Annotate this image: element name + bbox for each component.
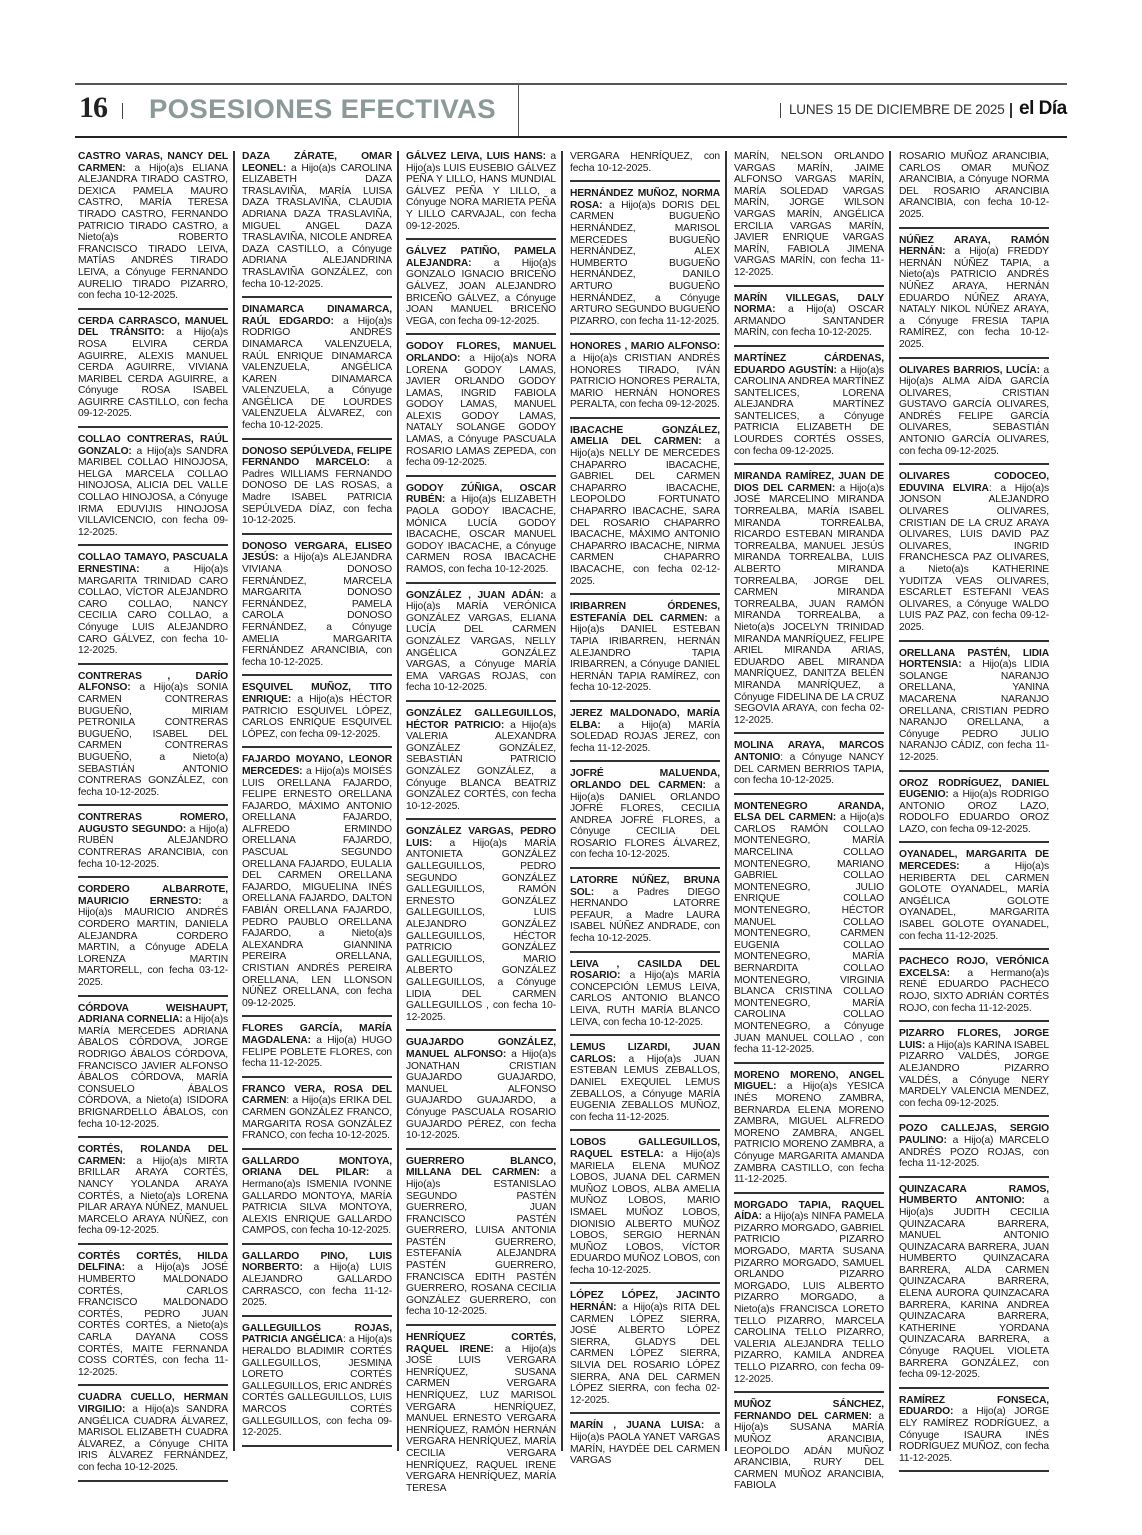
notice-entry — [78, 1251, 228, 1387]
heirs-text: a Hijo(a)s SUSANA MARÍA MUÑOZ ARANCIBIA, LEOPOLDO ADÁN MUÑOZ ARANCIBIA, RURY DEL CARMEN MUÑOZ ARANCIBIA, FABIOLA — [734, 1410, 884, 1492]
notice-entry — [78, 316, 228, 428]
heirs-text: a Hijo(a)s MARÍA VERÓNICA GONZÁLEZ VARGAS, ELIANA LUCÍA DEL CARMEN GONZÁLEZ VARGAS, NELLY ANGÉLICA GONZÁLEZ VARGAS, a Cónyuge MARÍA EMA VARGAS ROJAS, con fecha 10-12-2025. — [406, 589, 556, 694]
notice-entry — [242, 304, 392, 440]
notice-entry — [570, 1420, 720, 1472]
column-3 — [406, 151, 556, 1494]
deceased-name: DONOSO VERGARA, ELISEO JESÚS: — [242, 540, 392, 564]
heirs-text: a Hijo(a)s MIRTA BRILLAR ARAYA CORTÉS, NANCY YOLANDA ARAYA CORTÉS, a Nieto(a)s LORENA PILAR ARAYA NÚÑEZ, MANUEL MARCELO ARAYA NÚÑEZ, con fecha 09-12-2025. — [78, 1155, 228, 1237]
notice-entry — [734, 801, 884, 1064]
section-title: POSESIONES EFECTIVAS — [149, 94, 496, 124]
heirs-text: a Hijo(a)s MARÍA ANTONIETA GONZÁLEZ GALLEGUILLOS, PEDRO SEGUNDO GONZÁLEZ GALLEGUILLOS, RAMÓN ERNESTO GONZÁLEZ GALLEGUILLOS, LUIS ALEJANDRO GONZÁLEZ GALLEGUILLOS, HÉCTOR PATRICIO GONZÁLEZ GALLEGUILLOS, MARIO ALBERTO GONZÁLEZ GALLEGUILLOS, a Cónyuge LIDIA DEL CARMEN GALLEGUILLOS , con fecha 10-12-2025. — [406, 837, 556, 1023]
deceased-name: CORTÉS, ROLANDA DEL CARMEN: — [78, 1144, 228, 1167]
heirs-text: a Hijo(a)s JUAN ESTEBAN LEMUS ZEBALLOS, DANIEL EXEQUIEL LEMUS ZEBALLOS, a Cónyuge MARÍA EUGENIA ZEBALLOS MUÑOZ, con fecha 11-12-2025. — [570, 1053, 720, 1123]
deceased-name: HENRÍQUEZ CORTÉS, RAQUEL IRENE: — [406, 1332, 556, 1355]
heirs-text: a Hijo(a) HUGO FELIPE POBLETE FLORES, con fecha 11-12-2025. — [242, 1034, 392, 1070]
heirs-text: a Hermano(a)s RENÉ EDUARDO PACHECO ROJO, SIXTO ADRIÁN CORTÉS ROJO, con fecha 11-12-2025. — [899, 967, 1049, 1014]
notice-entry — [734, 1399, 884, 1498]
heirs-text: a Hijo(a)s ALMA AÍDA GARCÍA OLIVARES, CRISTIAN GUSTAVO GARCÍA OLIVARES, ANDRÉS FELIPE GARCÍA OLIVARES, SEBASTIÁN ANTONIO GARCÍA OLIVARES, con fecha 09-12-2025. — [899, 364, 1049, 457]
heirs-text: a Hijo(a) MARCELO ANDRÉS POZO ROJAS, con fecha 11-12-2025. — [899, 1134, 1049, 1170]
heirs-text: a Hijo(a)s GONZALO IGNACIO BRICEÑO GÁLVEZ, JOAN ALEJANDRO BRICEÑO GÁLVEZ, a Cónyuge JOAN MANUEL BRICEÑO VEGA, con fecha 09-12-2025. — [406, 257, 556, 327]
notice-entry — [242, 541, 392, 677]
heirs-text: a Hijo(a)s VALERIA ALEXANDRA GONZÁLEZ GONZÁLEZ, SEBASTIÁN PATRICIO GONZÁLEZ GONZÁLEZ, a Cónyuge BLANCA BEATRIZ GONZÁLEZ CORTÉS, con fecha 10-12-2025. — [406, 719, 556, 812]
notice-entry — [570, 1290, 720, 1414]
heirs-text: a Hijo(a)s ROSA ELVIRA CERDA AGUIRRE, ALEXIS MANUEL CERDA AGUIRRE, VIVIANA MARIBEL CERDA AGUIRRE, a Cónyuge ROSA ISABEL AGUIRRE CASTILLO, con fecha 09-12-2025. — [78, 327, 228, 420]
heirs-text: ROSARIO MUÑOZ ARANCIBIA, CARLOS OMAR MUÑOZ ARANCIBIA, a Cónyuge NORMA DEL ROSARIO ARANCIBIA ARANCIBIA, con fecha 10-12-2025. — [899, 151, 1049, 220]
heirs-text: a Hermano(a)s ISMENIA IVONNE GALLARDO MONTOYA, MARÍA PATRICIA SILVA MONTOYA, ALEXIS ENRIQUE GALLARDO CAMPOS, con fecha 10-12-2025. — [242, 1167, 392, 1237]
heirs-text: : a Hijo(a)s JONSON ALEJANDRO OLIVARES OLIVARES, CRISTIAN DE LA CRUZ ARAYA OLIVARES, LUIS DAVID PAZ OLIVARES, INGRID FRANCHESCA PAZ OLIVARES, a Nieto(a)s KATHERINE YUDITZA VEAS OLIVARES, ESCARLET ESTEFANI VEAS OLIVARES, a Cónyuge WALDO LUIS PAZ PAZ, con fecha 09-12-2025. — [899, 482, 1050, 633]
heirs-text: a Hijo(a)s MOISÉS LUIS ORELLANA FAJARDO, FELIPE ERNESTO ORELLANA FAJARDO, MÁXIMO ANTONIO ORELLANA FAJARDO, ALFREDO ERMINDO ORELLANA FAJARDO, PASCUAL SEGUNDO ORELLANA FAJARDO, EULALIA DEL CARMEN ORELLANA FAJARDO, MIGUELINA INÉS ORELLANA FAJARDO, DALTON FABIÁN ORELLANA FAJARDO, PEDRO PAUBLO ORELLANA FAJARDO, a Nieto(a)s ALEXANDRA GIANNINA PEREIRA ORELLANA, CRISTIAN ANDRÉS PEREIRA ORELLANA, LEN LLONSON NÚÑEZ ORELLANA, con fecha 09-12-2025. — [242, 765, 392, 1009]
deceased-name: CONTRERAS ROMERO, AUGUSTO SEGUNDO: — [78, 812, 228, 835]
deceased-name: JEREZ MALDONADO, MARÍA ELBA: — [570, 707, 720, 731]
heirs-text: a Hijo(a)s HERIBERTA DEL CARMEN GOLOTE OYANADEL, MARÍA ANGÉLICA GOLOTE OYANADEL, MARGARITA ISABEL GOLOTE OYANADEL, con fecha 11-12-2025. — [899, 861, 1049, 942]
heirs-text: a Hijo(a) MARÍA SOLEDAD ROJAS JEREZ, con fecha 11-12-2025. — [570, 719, 720, 754]
notice-entry — [242, 1023, 392, 1077]
notice-entry — [406, 1332, 556, 1500]
notice-entry — [78, 812, 228, 878]
deceased-name: GÁLVEZ LEIVA, LUIS HANS: — [406, 151, 546, 162]
deceased-name: IBACACHE GONZÁLEZ, AMELIA DEL CARMEN: — [570, 424, 720, 448]
deceased-name: QUINZACARA RAMOS, HUMBERTO ANTONIO: — [899, 1183, 1049, 1207]
notice-entry — [899, 1395, 1049, 1473]
notice-entry — [899, 1028, 1049, 1117]
heirs-text: a Hijo(a)s YESICA INÉS MORENO ZAMBRA, BERNARDA ELENA MORENO ZAMBRA, MIGUEL ALFREDO MORENO ZAMBRA, ANGEL PATRICIO MORENO ZAMBRA, a Cónyuge MARGARITA AMANDA ZAMBRA CASTILLO, con fecha 11-12-2025. — [734, 1081, 884, 1186]
heirs-text: a Hijo(a)s KARINA ISABEL PIZARRO VALDÉS, JORGE ALEJANDRO PIZARRO VALDÉS, a Cónyuge NERY MARDELY VALENCIA MENDEZ, con fecha 09-12-2025. — [899, 1039, 1049, 1109]
deceased-name: JOFRÉ MALUENDA, ORLANDO DEL CARMEN: — [570, 768, 720, 791]
heirs-text: a Hijo(a) JORGE ELY RAMÍREZ RODRÍGUEZ, a Cónyuge ISAURA INÉS RODRÍGUEZ MUÑOZ, con fecha 11-12-2025. — [899, 1406, 1049, 1464]
heirs-text: MARÍN, NELSON ORLANDO VARGAS MARÍN, JAIME ALFONSO VARGAS MARÍN, MARÍA SOLEDAD VARGAS MARÍN, JORGE WILSON VARGAS MARÍN, ANGÉLICA ERCILIA VARGAS MARÍN, JAVIER ENRIQUE VARGAS MARÍN, FABIOLA JIMENA VARGAS MARÍN, con fecha 11-12-2025. — [734, 151, 884, 278]
issue-date: LUNES 15 DE DICIEMBRE DE 2025 — [789, 102, 1005, 117]
deceased-name: DAZA ZÁRATE, OMAR LEONEL: — [242, 151, 392, 174]
deceased-name: MORGADO TAPIA, RAQUEL AÍDA: — [734, 1199, 884, 1223]
notice-entry — [78, 671, 228, 807]
heirs-text: a Hijo(a)s CAROLINA ANDREA MARTÍNEZ SANTELICES, LORENA ALEJANDRA MARTÍNEZ SANTELICES, a Cónyuge PATRICIA ELIZABETH DE LOURDES CORTÉS OSSES, con fecha 09-12-2025. — [734, 364, 884, 457]
heirs-text: a Hijo(a)s JUDITH CECILIA QUINZACARA BARRERA, MANUEL ANTONIO QUINZACARA BARRERA, JUAN HUMBERTO QUINZACARA BARRERA, ALDA CARMEN QUINZACARA BARRERA, ELENA AURORA QUINZACARA BARRERA, KARINA ANDREA QUINZACARA BARRERA, KATHERINE YORDANA QUINZACARA BARRERA, a Cónyuge RAQUEL VIOLETA BARRERA GONZÁLEZ, con fecha 09-12-2025. — [899, 1195, 1049, 1381]
column-1 — [78, 151, 228, 1473]
notice-entry — [242, 446, 392, 535]
deceased-name: GUERRERO BLANCO, MILLANA DEL CARMEN: — [406, 1155, 556, 1179]
deceased-name: RAMÍREZ FONSECA, EDUARDO: — [899, 1394, 1049, 1418]
deceased-name: MUÑOZ SÁNCHEZ, FERNANDO DEL CARMEN: — [734, 1399, 884, 1422]
deceased-name: GÁLVEZ PATIÑO, PAMELA ALEJANDRA: — [406, 246, 556, 269]
notice-entry — [78, 884, 228, 996]
deceased-name: GALLARDO MONTOYA, ORIANA DEL PILAR: — [242, 1155, 392, 1179]
deceased-name: LÓPEZ LÓPEZ, JACINTO HERNÁN: — [570, 1290, 720, 1314]
column-rule — [233, 151, 235, 1451]
notice-entry — [406, 1156, 556, 1326]
notice-entry — [78, 1003, 228, 1139]
notice-entry — [899, 849, 1049, 950]
notice-entry — [899, 471, 1049, 641]
header-divider — [780, 103, 781, 118]
heirs-text: a Hijo(a)s LUIS EUSEBIO GÁLVEZ PEÑA Y LILLO, HANS MUNDIAL GÁLVEZ PEÑA Y LILLO, a Cónyuge NORA MARIETA PEÑA Y LILLO CARVAJAL, con fecha 09-12-2025. — [406, 151, 556, 232]
notice-entry — [406, 151, 556, 240]
notice-entry — [406, 483, 556, 584]
deceased-name: GUAJARDO GONZÁLEZ, MANUEL ALFONSO: — [406, 1037, 556, 1060]
notice-entry — [570, 768, 720, 869]
deceased-name: COLLAO CONTRERAS, RAÚL GONZALO: — [78, 434, 228, 457]
notice-entry — [734, 740, 884, 794]
deceased-name: MONTENEGRO ARANDA, ELSA DEL CARMEN: — [734, 800, 884, 824]
deceased-name: LOBOS GALLEGUILLOS, RAQUEL ESTELA: — [570, 1137, 720, 1160]
notice-entry — [406, 246, 556, 335]
deceased-name: LATORRE NÚÑEZ, BRUNA SOL: — [570, 875, 720, 898]
heirs-text: a Hijo(a)s DANIEL ESTEBAN TAPIA IRIBARREN, HERNÁN ALEJANDRO TAPIA IRIBARREN, a Cónyuge DANIEL HERNÁN TAPIA RAMÍREZ, con fecha 10-12-2025. — [570, 612, 720, 694]
notice-entry — [899, 648, 1049, 772]
deceased-name: LEMUS LIZARDI, JUAN CARLOS: — [570, 1042, 720, 1065]
notice-entry — [734, 1200, 884, 1394]
heirs-text: a Hijo(a) OSCAR ARMANDO SANTANDER MARÍN, con fecha 10-12-2025. — [734, 304, 884, 339]
heirs-text: a Hijo(a)s CRISTIAN ANDRÉS HONORES TIRADO, IVÁN PATRICIO HONORES PERALTA, MARIO HERNÁN HONORES PERALTA, con fecha 09-12-2025. — [570, 352, 720, 411]
notice-entry — [78, 1144, 228, 1245]
deceased-name: PIZARRO FLORES, JORGE LUIS: — [899, 1028, 1049, 1051]
heirs-text: a Hijo(a)s JOSÉ HUMBERTO MALDONADO CORTÉS, CARLOS FRANCISCO MALDONADO CORTÉS, PEDRO JUAN CORTÉS CORTÉS, a Nieto(a)s CARLA DAYANA COSS CORTÉS, MAITE FERNANDA COSS CORTÉS, con fecha 11-12-2025. — [78, 1262, 228, 1378]
deceased-name: GALLEGUILLOS ROJAS, PATRICIA ANGÉLICA — [242, 1322, 392, 1346]
deceased-name: FRANCO VERA, ROSA DEL CARMEN — [242, 1083, 392, 1107]
heirs-text: a Hijo(a)s RODRIGO ANDRÉS DINAMARCA VALENZUELA, RAÚL ENRIQUE DINAMARCA VALENZUELA, ANGÉLICA KAREN DINAMARCA VALENZUELA, a Cónyuge ANGÉLICA DE LOURDES VALENZUELA ÁLVAREZ, con fecha 10-12-2025. — [242, 315, 392, 432]
deceased-name: CORDERO ALBARROTE, MAURICIO ERNESTO: — [78, 884, 228, 907]
header-divider — [1010, 103, 1012, 118]
notice-entry — [406, 341, 556, 477]
heirs-text: a Hijo(a)s ALEJANDRA VIVIANA DONOSO FERNÁNDEZ, MARCELA MARGARITA DONOSO FERNÁNDEZ, PAMELA CAROLA DONOSO FERNÁNDEZ, a Cónyuge AMELIA MARGARITA FERNÁNDEZ ARANCIBIA, con fecha 10-12-2025. — [242, 552, 392, 668]
deceased-name: CONTRERAS , DARÍO ALFONSO: — [78, 670, 228, 694]
heirs-text: a Hijo(a)s MARIELA ELENA MUÑOZ LOBOS, JUANA DEL CARMEN MUÑOZ LOBOS, ALBA AMELIA MUÑOZ LOBOS, MARIO ISMAEL MUÑOZ LOBOS, DIONISIO ALBERTO MUÑOZ LOBOS, SERGIO HERNÁN MUÑOZ LOBOS, VÍCTOR EDUARDO MUÑOZ LOBOS, con fecha 10-12-2025. — [570, 1148, 720, 1276]
header-divider — [122, 103, 123, 119]
notice-entry — [899, 778, 1049, 844]
heirs-text: a Hijo(a) RUBÉN ALEJANDRO CONTRERAS ARANCIBIA, con fecha 10-12-2025. — [78, 823, 228, 870]
notice-entry — [734, 1070, 884, 1194]
heirs-text: : a Hijo(a)s HERALDO BLADIMIR CORTÉS GALLEGUILLOS, JESMINA LORETO CORTÉS GALLEGUILLOS, ERIC ANDRÉS CORTÉS GALLEGUILLOS, LUIS MARCOS CORTÉS GALLEGUILLOS, con fecha 09-12-2025. — [242, 1334, 392, 1439]
column-rule — [725, 151, 727, 1451]
notice-entry — [570, 188, 720, 335]
notice-entry — [899, 956, 1049, 1022]
notice-entry — [242, 1323, 392, 1447]
notice-entry — [242, 151, 392, 298]
heirs-text: a Hijo(a)s MARÍA MERCEDES ADRIANA ÁBALOS CÓRDOVA, JORGE RODRIGO ÁBALOS CÓRDOVA, FRANCISCO JAVIER ALFONSO ÁBALOS CÓRDOVA, MARÍA CONSUELO ÁBALOS CÓRDOVA, a Nieto(a) ISIDORA BRIGNARDELLO ÁBALOS, con fecha 10-12-2025. — [78, 1014, 228, 1130]
heirs-text: a Hijo(a)s RODRIGO ANTONIO OROZ LAZO, RODOLFO EDUARDO OROZ LAZO, con fecha 09-12-2025. — [899, 789, 1049, 835]
deceased-name: OLIVARES BARRIOS, LUCÍA: — [899, 364, 1040, 376]
notice-entry — [570, 341, 720, 419]
column-2 — [242, 151, 392, 1451]
notice-entry — [734, 471, 884, 734]
column-rule — [889, 151, 891, 1451]
notice-entry — [406, 708, 556, 820]
deceased-name: MARTÍNEZ CÁRDENAS, EDUARDO AGUSTÍN: — [734, 352, 884, 376]
heirs-text: VERGARA HENRÍQUEZ, con fecha 10-12-2025. — [570, 151, 720, 174]
deceased-name: OLIVARES CODOCEO, EDUVINA ELVIRA — [899, 471, 1049, 494]
heirs-text: a Hijo(a)s SANDRA ANGÉLICA CUADRA ÁLVAREZ, MARISOL ELIZABETH CUADRA ÁLVAREZ, a Cónyuge CHITA IRIS ÁLVAREZ FERNÁNDEZ, con fecha 10-12-2025. — [78, 1404, 228, 1473]
deceased-name: GODOY FLORES, MANUEL ORLANDO: — [406, 341, 556, 364]
deceased-name: NÚÑEZ ARAYA, RAMÓN HERNÁN: — [899, 234, 1049, 258]
notice-entry — [899, 151, 1049, 229]
heirs-text: a Hijo(a)s JONATHAN CRISTIAN GUAJARDO GUAJARDO, MANUEL ALFONSO GUAJARDO GUAJARDO, a Cónyuge PASCUALA ROSARIO GUAJARDO PÉREZ, con fecha 10-12-2025. — [406, 1048, 556, 1142]
notice-entry — [734, 353, 884, 465]
notice-entry — [570, 708, 720, 762]
deceased-name: CORTÉS CORTÉS, HILDA DELFINA: — [78, 1250, 228, 1274]
heirs-text: a Hijo(a)s ELIZABETH PAOLA GODOY IBACACHE, MÓNICA LUCÍA GODOY IBACACHE, OSCAR MANUEL GODOY IBACACHE, a Cónyuge CARMEN ROSA IBACACHE RAMOS, con fecha 10-12-2025. — [406, 494, 556, 575]
heirs-text: : a Hijo(a)s ERIKA DEL CARMEN GONZÁLEZ FRANCO, MARGARITA ROSA GONZÁLEZ FRANCO, con fecha 10-12-2025. — [242, 1095, 392, 1142]
deceased-name: MOLINA ARAYA, MARCOS ANTONIO — [734, 740, 884, 763]
heirs-text: a Hijo(a)s HÉCTOR PATRICIO ESQUIVEL LÓPEZ, CARLOS ENRIQUE ESQUIVEL LÓPEZ, con fecha 09-12-2025. — [242, 693, 392, 740]
notice-entry — [242, 1084, 392, 1150]
notice-entry — [734, 151, 884, 287]
deceased-name: PACHECO ROJO, VERÓNICA EXCELSA: — [899, 956, 1049, 979]
column-rule — [561, 151, 563, 1451]
notice-entry — [78, 151, 228, 310]
notice-entry — [570, 1042, 720, 1131]
notice-entry — [78, 552, 228, 664]
column-5 — [734, 151, 884, 1492]
deceased-name: DONOSO SEPÚLVEDA, FELIPE FERNANDO MARCELO: — [242, 445, 392, 469]
heirs-text: a Hijo(a)s MARÍA CONCEPCIÓN LEMUS LEIVA, CARLOS ANTONIO BLANCO LEIVA, RUTH MARÍA BLANCO LEIVA, con fecha 10-12-2025. — [570, 970, 720, 1028]
notice-entry — [242, 1251, 392, 1317]
notice-entry — [899, 235, 1049, 359]
deceased-name: IRIBARREN ÓRDENES, ESTEFANÍA DEL CARMEN: — [570, 601, 720, 624]
notice-entry — [899, 1184, 1049, 1389]
notice-entry — [734, 293, 884, 347]
heirs-text: a Hijo(a)s NORA LORENA GODOY LAMAS, JAVIER ORLANDO GODOY LAMAS, INGRID FABIOLA GODOY LAMAS, MANUEL ALEXIS GODOY LAMAS, NATALY SOLANGE GODOY LAMAS, a Cónyuge PASCUALA ROSARIO LAMAS ZEPEDA, con fecha 09-12-2025. — [406, 352, 556, 469]
heirs-text: a Hijo(a)s DORIS DEL CARMEN BUGUEÑO HERNÁNDEZ, MARISOL MERCEDES BUGUEÑO HERNÁNDEZ, ALEX HUMBERTO BUGUEÑO HERNÁNDEZ, DANILO ARTURO BUGUEÑO HERNÁNDEZ, a Cónyuge ARTURO SEGUNDO BUGUEÑO PIZARRO, con fecha 11-12-2025. — [570, 199, 720, 327]
heirs-text: a Hijo(a)s MAURICIO ANDRÉS CORDERO MARTIN, DANIELA ALEJANDRA CORDERO MARTIN, a Cónyuge ADELA LORENZA MARTIN MARTORELL, con fecha 03-12-2025. — [78, 895, 228, 988]
deceased-name: GONZÁLEZ GALLEGUILLOS, HÉCTOR PATRICIO: — [406, 707, 556, 731]
newspaper-logo: el Día — [1019, 98, 1067, 119]
heirs-text: a Padres DIEGO HERNANDO LATORRE PEFAUR, a Madre LAURA ISABEL NÚÑEZ ANDRADE, con fecha 10-12-2025. — [570, 886, 720, 945]
deceased-name: GONZÁLEZ , JUAN ADÁN: — [406, 589, 544, 601]
deceased-name: POZO CALLEJAS, SERGIO PAULINO: — [899, 1123, 1049, 1146]
notice-entry — [570, 1137, 720, 1284]
heirs-text: a Padres WILLIAMS FERNANDO DONOSO DE LAS ROSAS, a Madre ISABEL PATRICIA SEPÚLVEDA DÍAZ, con fecha 10-12-2025. — [242, 457, 392, 527]
deceased-name: GONZÁLEZ VARGAS, PEDRO LUIS: — [406, 826, 556, 849]
deceased-name: OYANADEL, MARGARITA DE MERCEDES: — [899, 849, 1049, 873]
heirs-text: a Hijo(a) FREDDY HERNÁN NÚÑEZ TAPIA, a Nieto(a)s PATRICIO ANDRÉS NÚÑEZ ARAYA, HERNÁN EDUARDO NÚÑEZ ARAYA, NATALY NIKOL NÚÑEZ ARAYA, a Cónyuge FRESIA TAPIA RAMÍREZ, con fecha 10-12-2025. — [899, 246, 1049, 350]
deceased-name: ORELLANA PASTÉN, LIDIA HORTENSIA: — [899, 647, 1049, 671]
notice-entry — [570, 425, 720, 595]
deceased-name: CÓRDOVA WEISHAUPT, ADRIANA CORNELIA: — [78, 1002, 228, 1026]
heirs-text: a Hijo(a)s PAOLA YANET VARGAS MARÍN, HAYDÉE DEL CARMEN VARGAS — [570, 1420, 720, 1467]
heirs-text: a Hijo(a)s NELLY DE MERCEDES CHAPARRO IBACACHE, GABRIEL DEL CARMEN CHAPARRO IBACACHE, LEOPOLDO FORTUNATO CHAPARRO IBACACHE, SARA DEL ROSARIO CHAPARRO IBACACHE, MÁXIMO ANTONIO CHAPARRO IBACACHE, NIRMA CARMEN CHAPARRO IBACACHE, con fecha 02-12-2025. — [570, 436, 720, 587]
deceased-name: GALLARDO PINO, LUIS NORBERTO: — [242, 1250, 392, 1274]
deceased-name: CASTRO VARAS, NANCY DEL CARMEN: — [78, 151, 228, 174]
notice-entry — [406, 590, 556, 702]
notice-entry — [242, 754, 392, 1017]
heirs-text: a Hijo(a) LUIS ALEJANDRO GALLARDO CARRASCO, con fecha 11-12-2025. — [242, 1262, 392, 1309]
deceased-name: GODOY ZÚÑIGA, OSCAR RUBÉN: — [406, 482, 556, 506]
notice-entry — [406, 826, 556, 1031]
header-vertical-rule — [518, 85, 519, 136]
deceased-name: MARÍN VILLEGAS, DALY NORMA: — [734, 292, 884, 316]
column-rule — [397, 151, 399, 1451]
deceased-name: DINAMARCA DINAMARCA, RAÚL EDGARDO: — [242, 304, 392, 327]
deceased-name: MORENO MORENO, ANGEL MIGUEL: — [734, 1069, 884, 1093]
deceased-name: FAJARDO MOYANO, LEONOR MERCEDES: — [242, 754, 392, 777]
deceased-name: MARÍN , JUANA LUISA: — [570, 1420, 705, 1432]
column-4 — [570, 151, 721, 1467]
notice-entry — [570, 151, 720, 182]
deceased-name: MIRANDA RAMÍREZ, JUAN DE DIOS DEL CARMEN: — [734, 471, 884, 494]
page-number: 16 — [79, 91, 107, 124]
heirs-text: : a Cónyuge NANCY DEL CARMEN BERRIOS TAPIA, con fecha 10-12-2025. — [734, 751, 884, 787]
column-6 — [899, 151, 1050, 1464]
heirs-text: a Hijo(a)s NINFA PAMELA PIZARRO MORGADO, GABRIEL PATRICIO PIZARRO MORGADO, MARTA SUSANA PIZARRO MORGADO, SAMUEL ORLANDO PIZARRO MORGADO, LUIS ALBERTO PIZARRO MORGADO, a Nieto(a)s FRANCISCA LORETO TELLO PIZARRO, MARCELA CAROLINA TELLO PIZARRO, VALERIA ALEJANDRA TELLO PIZARRO, KAMILA ANDREA TELLO PIZARRO, con fecha 09-12-2025. — [734, 1211, 884, 1385]
heirs-text: a Hijo(a)s RITA DEL CARMEN LÓPEZ SIERRA, JOSÉ ALBERTO LÓPEZ SIERRA, GLADYS DEL CARMEN LÓPEZ SIERRA, SILVIA DEL ROSARIO LÓPEZ SIERRA, ANA DEL CARMEN LÓPEZ SIERRA, con fecha 02-12-2025. — [570, 1302, 720, 1406]
notice-entry — [899, 365, 1049, 466]
heirs-text: a Hijo(a)s DANIEL ORLANDO JOFRÉ FLORES, CECILIA ANDREA JOFRÉ FLORES, a Cónyuge CECILIA DEL ROSARIO FLORES ÁLVAREZ, con fecha 10-12-2025. — [570, 779, 721, 861]
heirs-text: a Hijo(a)s JOSÉ MARCELINO MIRANDA TORREALBA, MARÍA ISABEL MIRANDA TORREALBA, RICARDO ESTEBAN MIRANDA TORREALBA, MANUEL JESÚS MIRANDA TORREALBA, LUIS ALBERTO MIRANDA TORREALBA, JORGE DEL CARMEN MIRANDA TORREALBA, JUAN RAMÓN MIRANDA TORREALBA, a Nieto(a)s JOCELYN TRINIDAD MIRANDA MANRÍQUEZ, FELIPE ARIEL MIRANDA ARIAS, EDUARDO ABEL MIRANDA MANRÍQUEZ, DANITZA BELÉN MIRANDA MANRÍQUEZ, a Cónyuge FIDELINA DE LA CRUZ SEGOVIA ARAYA, con fecha 02-12-2025. — [734, 482, 884, 726]
page-header — [75, 83, 1067, 138]
notice-entry — [899, 1123, 1049, 1177]
notice-entry — [242, 1156, 392, 1245]
heirs-text: a Hijo(a)s ELIANA ALEJANDRA TIRADO CASTRO, DEXICA PAMELA MAURO CASTRO, MARÍA TERESA TIRADO CASTRO, FERNANDO PATRICIO TIRADO CASTRO, a Nieto(a)s ROBERTO FRANCISCO TIRADO LEIVA, MATÍAS ANDRÉS TIRADO LEIVA, a Cónyuge FERNANDO AURELIO TIRADO PIZARRO, con fecha 10-12-2025. — [78, 162, 228, 302]
notice-entry — [570, 959, 720, 1037]
heirs-text: a Hijo(a)s SONIA CARMEN CONTRERAS BUGUEÑO, MIRIAM PETRONILA CONTRERAS BUGUEÑO, ISABEL DEL CARMEN CONTRERAS BUGUEÑO, a Nieto(a) SEBASTIÁN ANTONIO CONTRERAS GONZÁLEZ, con fecha 10-12-2025. — [78, 682, 228, 798]
heirs-text: a Hijo(a)s CARLOS RAMÓN COLLAO MONTENEGRO, MARÍA MARCELINA COLLAO MONTENEGRO, MARIANO GABRIEL COLLAO MONTENEGRO, JULIO ENRIQUE COLLAO MONTENEGRO, HÉCTOR MANUEL COLLAO MONTENEGRO, CARMEN EUGENIA COLLAO MONTENEGRO, MARÍA BERNARDITA COLLAO MONTENEGRO, VIRGINIA BLANCA CRISTINA COLLAO MONTENEGRO, MARÍA CAROLINA COLLAO MONTENEGRO, a Cónyuge JUAN MANUEL COLLAO , con fecha 11-12-2025. — [734, 812, 884, 1056]
notice-entry — [570, 601, 720, 702]
deceased-name: CERDA CARRASCO, MANUEL DEL TRÁNSITO: — [78, 315, 228, 339]
deceased-name: HONORES , MARIO ALFONSO: — [570, 341, 720, 353]
deceased-name: LEIVA , CASILDA DEL ROSARIO: — [570, 958, 720, 982]
heirs-text: a Hijo(a)s ESTANISLAO SEGUNDO PASTÉN GUERRERO, JUAN FRANCISCO PASTÉN GUERRERO, LUISA ANTONIA PASTÉN GUERRERO, ESTEFANÍA ALEJANDRA PASTÉN GUERRERO, FRANCISCA EDITH PASTÉN GUERRERO, ROSANA CECILIA GONZÁLEZ GUERRERO, con fecha 10-12-2025. — [406, 1167, 556, 1318]
heirs-text: a Hijo(a)s SANDRA MARIBEL COLLAO HINOJOSA, HELGA MARCELA COLLAO HINOJOSA, ALICIA DEL VALLE COLLAO HINOJOSA, a Cónyuge IRMA EDUVIJIS HINOJOSA VILLAVICENCIO, con fecha 09-12-2025. — [78, 445, 228, 538]
heirs-text: a Hijo(a)s CAROLINA ELIZABETH DAZA TRASLAVIÑA, MARÍA LUISA DAZA TRASLAVIÑA, CLAUDIA ADRIANA DAZA TRASLAVIÑA, MIGUEL ANGEL DAZA TRASLAVIÑA, NICOLE ANDREA DAZA CASTILLO, a Cónyuge ADRIANA ALEJANDRINA TRASLAVIÑA GONZÁLEZ, con fecha 10-12-2025. — [242, 162, 392, 290]
deceased-name: OROZ RODRÍGUEZ, DANIEL EUGENIO: — [899, 777, 1049, 801]
notices-columns — [78, 151, 1062, 1494]
notice-entry — [78, 434, 228, 546]
notice-entry — [242, 682, 392, 748]
notice-entry — [406, 1037, 556, 1149]
deceased-name: HERNÁNDEZ MUÑOZ, NORMA ROSA: — [570, 188, 720, 211]
deceased-name: COLLAO TAMAYO, PASCUALA ERNESTINA: — [78, 552, 228, 575]
heirs-text: a Hijo(a)s JOSÉ LUIS VERGARA HENRÍQUEZ, SUSANA CARMEN VERGARA HENRÍQUEZ, LUZ MARISOL VERGARA HENRÍQUEZ, MANUEL ERNESTO VERGARA HENRÍQUEZ, RAMÓN HERNÁN VERGARA HENRÍQUEZ, MARÍA CECILIA VERGARA HENRÍQUEZ, RAQUEL IRENE VERGARA HENRÍQUEZ, MARÍA TERESA — [406, 1343, 556, 1494]
deceased-name: FLORES GARCÍA, MARÍA MAGDALENA: — [242, 1023, 392, 1046]
heirs-text: a Hijo(a)s MARGARITA TRINIDAD CARO COLLAO, VÍCTOR ALEJANDRO CARO COLLAO, NANCY CECILIA CARO COLLAO, a Cónyuge LUIS ALEJANDRO CARO GÁLVEZ, con fecha 10-12-2025. — [78, 564, 228, 657]
heirs-text: a Hijo(a)s LIDIA SOLANGE NARANJO ORELLANA, YANINA MACARENA NARANJO ORELLANA, CRISTIAN PEDRO NARANJO ORELLANA, a Cónyuge PEDRO JULIO NARANJO CÁDIZ, con fecha 11-12-2025. — [899, 659, 1049, 763]
notice-entry — [570, 875, 720, 953]
deceased-name: ESQUIVEL MUÑOZ, TITO ENRIQUE: — [242, 682, 392, 705]
deceased-name: CUADRA CUELLO, HERMAN VIRGILIO: — [78, 1392, 228, 1415]
notice-entry — [78, 1392, 228, 1481]
